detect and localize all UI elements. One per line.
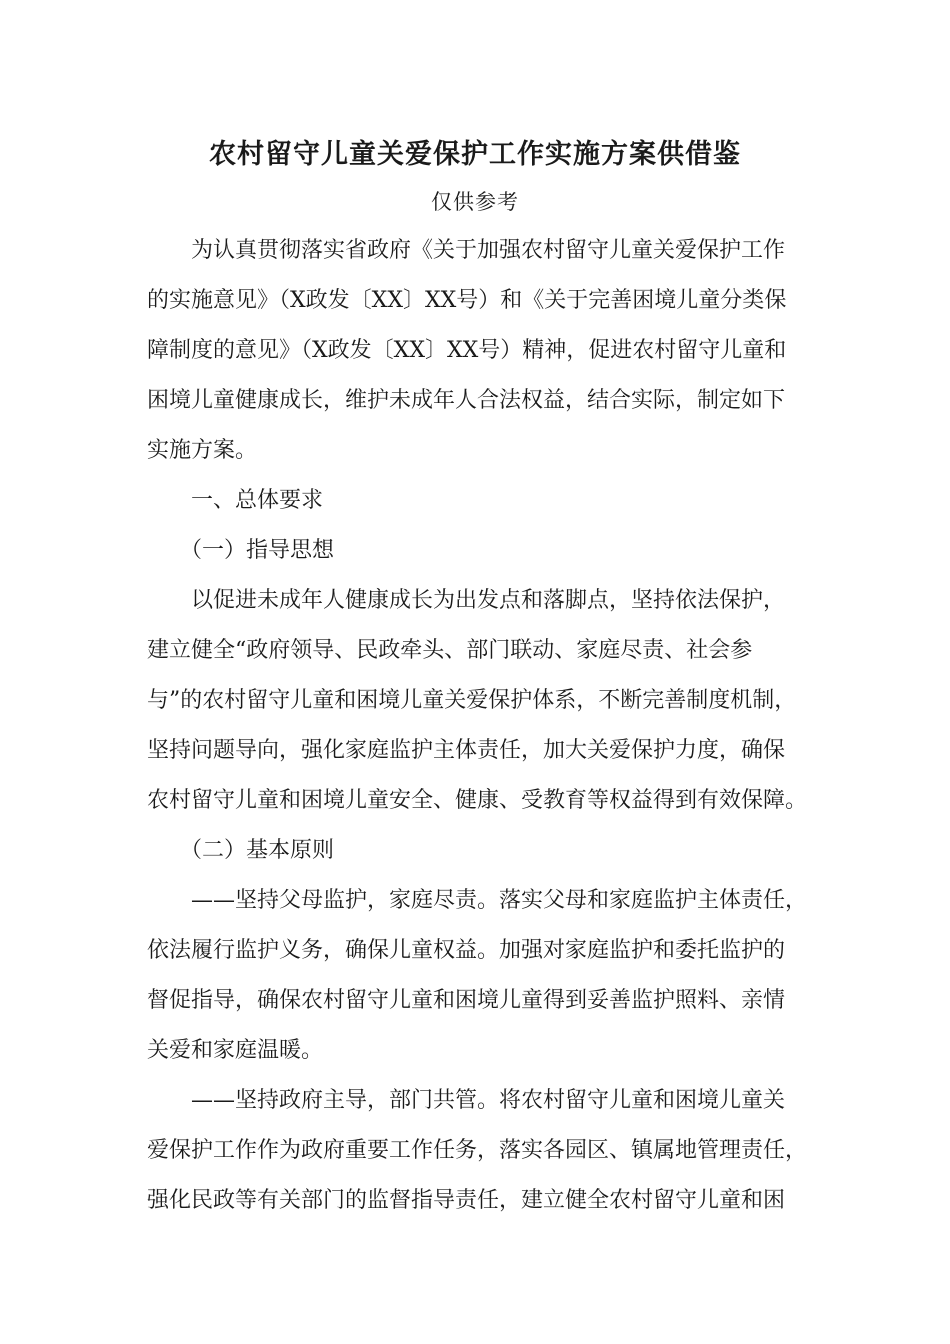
document-title: 农村留守儿童关爱保护工作实施方案供借鉴 xyxy=(209,139,741,170)
paragraph-line: 障制度的意见》（X政发〔XX〕XX号）精神，促进农村留守儿童和 xyxy=(147,338,787,363)
paragraph-line: 建立健全“政府领导、民政牵头、部门联动、家庭尽责、社会参 xyxy=(147,638,753,663)
paragraph-line: ——坚持政府主导，部门共管。将农村留守儿童和困境儿童关 xyxy=(147,1088,786,1113)
paragraph-line: 督促指导，确保农村留守儿童和困境儿童得到妥善监护照料、亲情 xyxy=(147,988,786,1013)
subsection-heading: （二）基本原则 xyxy=(147,838,335,863)
paragraph-line: 困境儿童健康成长，维护未成年人合法权益，结合实际，制定如下 xyxy=(147,388,786,413)
paragraph-line: 坚持问题导向，强化家庭监护主体责任，加大关爱保护力度，确保 xyxy=(147,738,786,763)
paragraph-line: 依法履行监护义务，确保儿童权益。加强对家庭监护和委托监护的 xyxy=(147,938,786,963)
paragraph-line: ——坚持父母监护，家庭尽责。落实父母和家庭监护主体责任， xyxy=(147,888,808,913)
section-heading: 一、总体要求 xyxy=(147,488,324,513)
paragraph-line: 为认真贯彻落实省政府《关于加强农村留守儿童关爱保护工作 xyxy=(147,238,786,263)
document-subtitle: 仅供参考 xyxy=(431,190,519,214)
paragraph-line: 农村留守儿童和困境儿童安全、健康、受教育等权益得到有效保障。 xyxy=(147,788,808,813)
paragraph-line: 以促进未成年人健康成长为出发点和落脚点，坚持依法保护， xyxy=(147,588,786,613)
paragraph-line: 爱保护工作作为政府重要工作任务，落实各园区、镇属地管理责任， xyxy=(147,1138,808,1163)
paragraph-line: 与”的农村留守儿童和困境儿童关爱保护体系，不断完善制度机制， xyxy=(147,688,797,713)
paragraph-line: 强化民政等有关部门的监督指导责任，建立健全农村留守儿童和困 xyxy=(147,1188,786,1213)
paragraph-line: 实施方案。 xyxy=(147,438,258,463)
paragraph-line: 的实施意见》（X政发〔XX〕XX号）和《关于完善困境儿童分类保 xyxy=(147,288,787,313)
paragraph-line: 关爱和家庭温暖。 xyxy=(147,1038,324,1063)
subsection-heading: （一）指导思想 xyxy=(147,538,335,563)
